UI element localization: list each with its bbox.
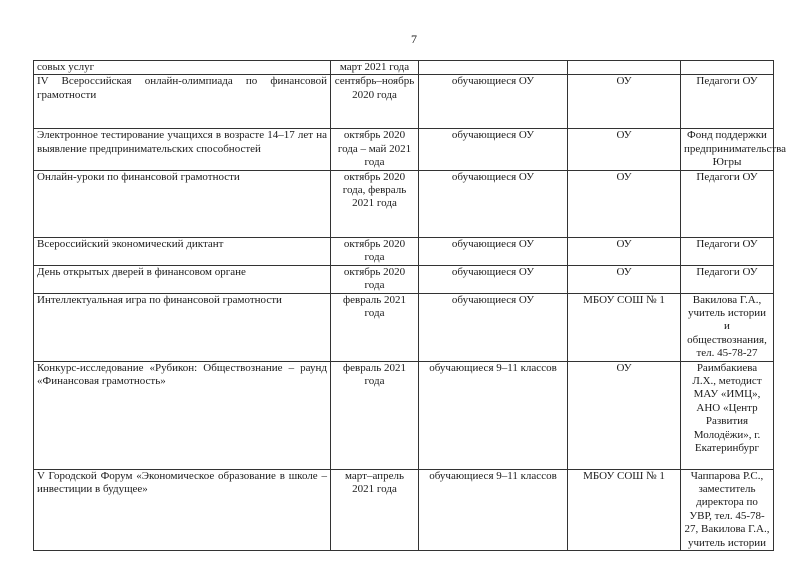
participants-cell: обучающиеся 9–11 классов [419, 361, 568, 469]
event-name-cell: совых услуг [34, 61, 331, 75]
table-row [34, 61, 774, 75]
place-cell: МБОУ СОШ № 1 [568, 293, 681, 361]
participants-cell [419, 61, 568, 75]
participants-cell: обучающиеся ОУ [419, 237, 568, 265]
event-name-cell: Конкурс-исследование «Рубикон: Обществознание – раунд «Финансовая грамотность» [34, 361, 331, 469]
responsible-cell: Педагоги ОУ [681, 237, 774, 265]
participants-cell: обучающиеся ОУ [419, 170, 568, 237]
table-row [34, 293, 774, 361]
date-cell: март 2021 года [331, 61, 419, 75]
place-cell: ОУ [568, 237, 681, 265]
responsible-cell: Чаппарова Р.С., заместитель директора по УВР, тел. 45-78-27, Вакилова Г.А., учитель истории [681, 469, 774, 550]
date-cell: октябрь 2020 года [331, 265, 419, 293]
place-cell: ОУ [568, 361, 681, 469]
date-cell: сентябрь–ноябрь 2020 года [331, 75, 419, 129]
date-cell: октябрь 2020 года – май 2021 года [331, 129, 419, 170]
place-cell: ОУ [568, 129, 681, 170]
responsible-cell [681, 61, 774, 75]
responsible-cell: Педагоги ОУ [681, 170, 774, 237]
responsible-cell: Педагоги ОУ [681, 75, 774, 129]
place-cell: ОУ [568, 265, 681, 293]
table-row [34, 265, 774, 293]
events-table [33, 60, 787, 551]
table-row [34, 170, 774, 237]
table-row [34, 129, 774, 170]
responsible-cell: Педагоги ОУ [681, 265, 774, 293]
place-cell: МБОУ СОШ № 1 [568, 469, 681, 550]
date-cell: февраль 2021 года [331, 293, 419, 361]
responsible-cell: Раимбакиева Л.Х., методист МАУ «ИМЦ», АНО «Центр Развития Молодёжи», г. Екатеринбург [681, 361, 774, 469]
place-cell: ОУ [568, 170, 681, 237]
participants-cell: обучающиеся ОУ [419, 293, 568, 361]
date-cell: март–апрель 2021 года [331, 469, 419, 550]
event-name-cell: Электронное тестирование учащихся в возрасте 14–17 лет на выявление предпринимательских способностей [34, 129, 331, 170]
participants-cell: обучающиеся ОУ [419, 75, 568, 129]
event-name-cell: IV Всероссийская онлайн-олимпиада по финансовой грамотности [34, 75, 331, 129]
event-name-cell: Всероссийский экономический диктант [34, 237, 331, 265]
participants-cell: обучающиеся 9–11 классов [419, 469, 568, 550]
place-cell: ОУ [568, 75, 681, 129]
responsible-cell: Вакилова Г.А., учитель истории и обществознания, тел. 45-78-27 [681, 293, 774, 361]
event-name-cell: V Городской Форум «Экономическое образование в школе – инвестиции в будущее» [34, 469, 331, 550]
table-row [34, 469, 774, 550]
date-cell: февраль 2021 года [331, 361, 419, 469]
participants-cell: обучающиеся ОУ [419, 129, 568, 170]
participants-cell: обучающиеся ОУ [419, 265, 568, 293]
event-name-cell: День открытых дверей в финансовом органе [34, 265, 331, 293]
event-name-cell: Интеллектуальная игра по финансовой грамотности [34, 293, 331, 361]
table-row [34, 75, 774, 129]
date-cell: октябрь 2020 года, февраль 2021 года [331, 170, 419, 237]
event-name-cell: Онлайн-уроки по финансовой грамотности [34, 170, 331, 237]
page-number: 7 [411, 32, 417, 46]
responsible-cell: Фонд поддержки предпринимательства Югры [681, 129, 774, 170]
table-row [34, 237, 774, 265]
date-cell: октябрь 2020 года [331, 237, 419, 265]
table-row [34, 361, 774, 469]
place-cell [568, 61, 681, 75]
